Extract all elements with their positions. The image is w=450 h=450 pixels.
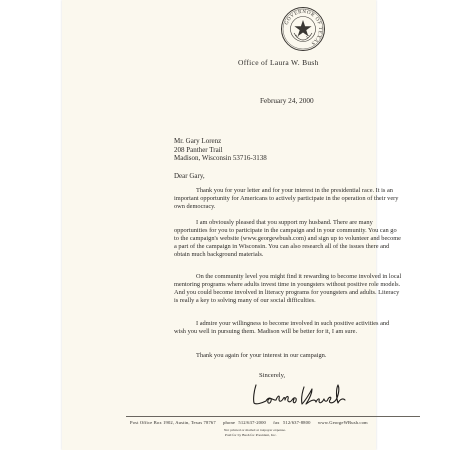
footer-fax: 512/637-8800 <box>282 420 311 425</box>
recipient-street: 208 Panther Trail <box>174 145 223 154</box>
office-title <box>238 58 319 67</box>
footer-contact <box>130 420 422 425</box>
signature-image <box>248 379 350 411</box>
salutation: Dear Gary, <box>174 172 205 180</box>
footer-phone: 512/637-2000 <box>238 420 266 425</box>
footer-fax-label: fax <box>273 420 280 425</box>
letter-page <box>62 0 402 450</box>
recipient-name: Mr. Gary Lorenz <box>174 137 222 145</box>
recipient-city: Madison, Wisconsin 53716-3138 <box>174 154 267 163</box>
letter-date: February 24, 2000 <box>260 96 314 105</box>
paragraph-2: I am obviously pleased that you support my husband. There are many opportunities for you to participate in the campaign and in your community. You can go to the campaign's website (www.georgewbush.com) and sign up to volunteer and become a part of the campaign in Wisconsin. You can also research all of the issues there and obtain much background materials. <box>174 219 401 259</box>
paragraph-4: I admire your willingness to become involved in such positive activities and wish you well in pursuing them. Madison will be better for it, I am sure. <box>174 320 390 336</box>
footer-website: www.GeorgeWBush.com <box>317 420 368 425</box>
office-title-text: Office of Laura W. Bush <box>238 58 319 67</box>
footer-disclaimer-2: Paid for by Bush for President, Inc. <box>225 433 277 437</box>
governor-seal-icon <box>280 6 326 52</box>
footer-address: Post Office Box 1902, Austin, Texas 78767 <box>130 420 216 425</box>
thanks-line: Thank you again for your interest in our campaign. <box>196 352 327 359</box>
footer-phone-label: phone <box>223 420 236 425</box>
seal-text: GOVERNOR OF TEXAS <box>284 9 323 46</box>
recipient-address <box>174 137 267 163</box>
closing: Sincerely, <box>259 372 286 379</box>
footer-disclaimer-1: Not printed or mailed at taxpayer expense. <box>224 428 286 432</box>
paragraph-1: Thank you for your letter and for your interest in the presidential race. It is an important opportunity for Americans to actively participate in the operation of their very own democracy. <box>174 187 399 211</box>
paragraph-3: On the community level you might find it rewarding to become involved in local mentoring programs where adults invest time in youngsters without positive role models. And you could become involved in literacy programs for youngsters and adults. Literacy is really a key to solving many of our social difficulties. <box>174 273 402 305</box>
footer-divider <box>126 416 420 417</box>
